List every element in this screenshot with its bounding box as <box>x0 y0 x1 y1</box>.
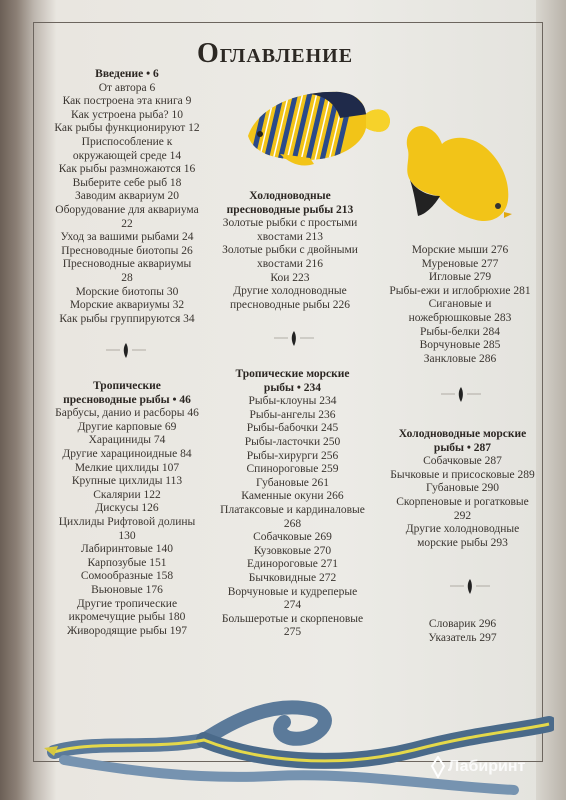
toc-entry: Как рыбы функционируют 12 <box>54 122 200 135</box>
toc-entry: Рыбы-хирурги 256 <box>246 449 339 462</box>
toc-entry: Занкловые 286 <box>423 352 497 365</box>
toc-entry: Вьюновые 176 <box>91 583 163 596</box>
toc-entry: Как рыбы группируются 34 <box>59 312 195 325</box>
fish-ornament-icon <box>441 384 481 404</box>
toc-column-tropical-marine <box>210 368 375 640</box>
toc-section-heading: рыбы • 234 <box>263 381 322 394</box>
toc-entry: Пресноводные аквариумы <box>62 258 192 271</box>
toc-entry: Собачковые 269 <box>253 531 332 544</box>
toc-entry: 28 <box>121 271 133 284</box>
toc-entry: Собачковые 287 <box>423 455 502 468</box>
toc-entry: Бычковые и присосковые 289 <box>390 468 535 481</box>
toc-section-heading: Тропические <box>93 380 161 392</box>
toc-entry: морские рыбы 293 <box>417 536 508 549</box>
toc-entry: Мелкие цихлиды 107 <box>74 461 180 474</box>
toc-entry: 275 <box>283 626 302 639</box>
toc-entry: Сигановые и <box>428 298 492 311</box>
toc-entry: Другие карповые 69 <box>77 420 177 433</box>
toc-entry: 22 <box>121 217 133 230</box>
toc-entry: Игловые 279 <box>428 271 492 284</box>
toc-column-intro <box>42 68 212 326</box>
toc-entry: Живородящие рыбы 197 <box>66 624 188 637</box>
toc-entry: пресноводные рыбы 226 <box>230 298 350 311</box>
toc-entry: Большеротые и скорпеновые <box>221 612 364 625</box>
toc-entry: окружающей среде 14 <box>72 149 182 162</box>
page-title: Оглавление <box>196 38 354 69</box>
toc-entry: От автора 6 <box>98 81 156 94</box>
toc-column-appendix <box>380 618 545 645</box>
toc-entry: 130 <box>118 529 136 542</box>
toc-entry: Лабиринтовые 140 <box>81 543 173 556</box>
toc-entry: Сомообразные 158 <box>80 570 174 583</box>
toc-entry: 268 <box>283 517 302 530</box>
toc-entry: 292 <box>453 509 472 522</box>
toc-entry: икромечущие рыбы 180 <box>68 611 186 624</box>
toc-column-coldwater-freshwater <box>210 190 370 312</box>
toc-entry: Золотые рыбки с двойными <box>222 244 358 257</box>
toc-entry: Харациниды 74 <box>88 434 166 447</box>
fish-ornament-icon <box>450 576 490 596</box>
toc-entry: хвостами 216 <box>256 257 324 270</box>
toc-section-heading: Тропические морские <box>235 368 350 380</box>
toc-entry: Морские аквариумы 32 <box>69 299 185 312</box>
toc-column-marine-continued <box>380 244 540 366</box>
toc-entry: Морские биотопы 30 <box>75 285 179 298</box>
toc-entry: Уход за вашими рыбами 24 <box>60 231 194 244</box>
toc-entry: Другие харацинoидные 84 <box>62 447 192 460</box>
toc-entry: Другие тропические <box>76 597 178 610</box>
toc-entry: Рыбы-ангелы 236 <box>249 408 336 421</box>
toc-entry: Рыбы-ласточки 250 <box>244 435 341 448</box>
toc-section-heading: рыбы • 287 <box>433 441 492 454</box>
toc-section-heading: пресноводные рыбы 213 <box>226 203 354 216</box>
toc-entry: Губановые 261 <box>255 476 330 489</box>
toc-entry: Как рыбы размножаются 16 <box>58 163 196 176</box>
toc-entry: Губановые 290 <box>425 482 500 495</box>
toc-entry: Крупные цихлиды 113 <box>71 475 183 488</box>
toc-column-tropical-freshwater <box>42 380 212 638</box>
toc-entry: Пресноводные биотопы 26 <box>61 244 193 257</box>
labirint-logo-icon <box>430 756 446 778</box>
toc-entry: Скалярии 122 <box>93 488 161 501</box>
fish-ornament-icon <box>274 328 314 348</box>
toc-entry: Каменные окуни 266 <box>241 490 344 503</box>
toc-entry: Кузовковые 270 <box>253 544 332 557</box>
toc-entry: Муреновые 277 <box>421 257 499 270</box>
toc-entry: Морские мыши 276 <box>411 244 509 256</box>
toc-entry: Словарик 296 <box>428 618 497 630</box>
toc-entry: Рыбы-бабочки 245 <box>246 422 339 435</box>
toc-entry: Ворчуновые и кудреперые <box>227 585 358 598</box>
toc-entry: Выберите себе рыб 18 <box>72 176 182 189</box>
toc-entry: ножебрюшковые 283 <box>408 311 512 324</box>
toc-section-heading: пресноводные рыбы • 46 <box>63 393 191 406</box>
toc-entry: Ворчуновые 285 <box>419 339 501 352</box>
toc-entry: Как устроена рыба? 10 <box>71 108 183 121</box>
toc-entry: Рыбы-клоуны 234 <box>248 395 337 408</box>
toc-entry: 274 <box>283 599 302 612</box>
toc-entry: Золотые рыбки с простыми <box>222 217 358 230</box>
toc-entry: Цихлиды Рифтовой долины <box>58 515 196 528</box>
toc-section-heading: Холодноводные морские <box>398 428 527 440</box>
angelfish-illustration <box>240 84 395 169</box>
toc-entry: Рыбы-белки 284 <box>420 325 500 338</box>
toc-entry: Приспособление к <box>81 135 173 148</box>
toc-entry: Скорпеновые и рогатковые <box>396 495 529 508</box>
toc-entry: Указатель 297 <box>428 631 497 644</box>
toc-entry: Карпозубые 151 <box>87 556 167 569</box>
toc-entry: Рыбы-ежи и иглобрюхие 281 <box>389 284 531 297</box>
toc-entry: Заводим аквариум 20 <box>74 190 180 203</box>
toc-entry: Как построена эта книга 9 <box>62 95 192 108</box>
toc-section-heading: Введение • 6 <box>95 68 159 80</box>
watermark: Лабиринт <box>448 758 526 775</box>
toc-entry: Оборудование для аквариума <box>55 203 199 216</box>
toc-entry: хвостами 213 <box>256 230 324 243</box>
toc-entry: Единороговые 271 <box>246 558 338 571</box>
toc-entry: Кои 223 <box>270 271 310 284</box>
toc-entry: Спинороговые 259 <box>246 463 339 476</box>
eel-illustration <box>34 690 554 800</box>
toc-entry: Платаксовые и кардиналовые <box>220 503 365 516</box>
toc-entry: Дискусы 126 <box>95 502 159 515</box>
toc-column-coldwater-marine <box>380 428 545 550</box>
yellow-angelfish-illustration <box>400 120 515 228</box>
fish-ornament-icon <box>106 340 146 360</box>
toc-entry: Бычковидные 272 <box>248 571 337 584</box>
toc-entry: Другие холодноводные <box>405 523 520 536</box>
toc-section-heading: Холодноводные <box>249 190 331 202</box>
toc-entry: Барбусы, данио и расборы 46 <box>55 407 199 420</box>
toc-entry: Другие холодноводные <box>233 285 347 298</box>
